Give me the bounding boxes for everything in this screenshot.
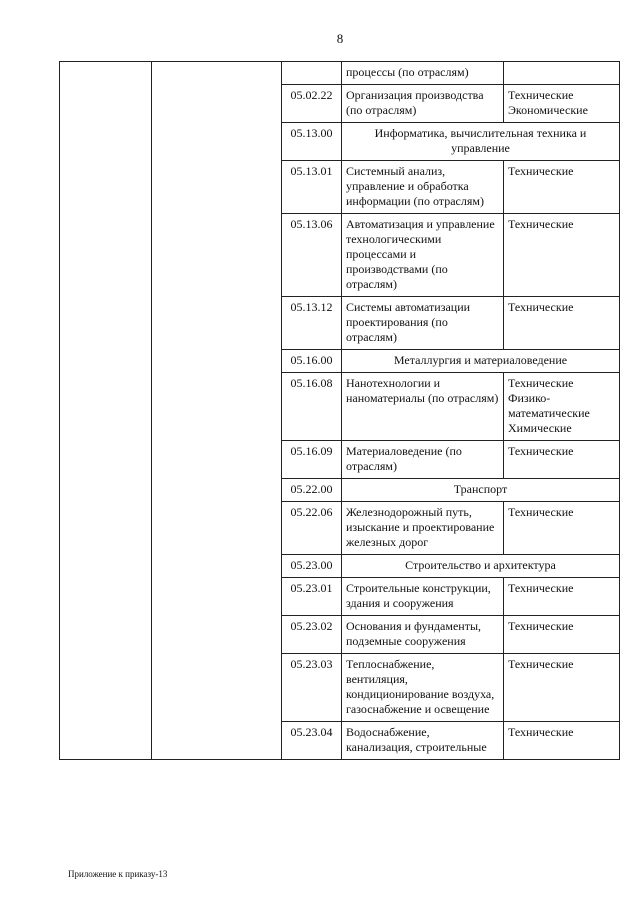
group-code: 05.23.00 bbox=[282, 555, 342, 578]
specialty-code: 05.13.06 bbox=[282, 214, 342, 297]
specialty-name: Водоснабжение, канализация, строительные bbox=[342, 722, 504, 760]
specialty-name: Нанотехнологии и наноматериалы (по отраслям) bbox=[342, 373, 504, 441]
science-branches: Технические bbox=[504, 441, 620, 479]
science-branches: Технические bbox=[504, 616, 620, 654]
specialty-name: Основания и фундаменты, подземные сооружения bbox=[342, 616, 504, 654]
specialty-name: Строительные конструкции, здания и сооружения bbox=[342, 578, 504, 616]
specialty-code: 05.16.08 bbox=[282, 373, 342, 441]
specialty-name: процессы (по отраслям) bbox=[342, 62, 504, 85]
specialty-code: 05.23.03 bbox=[282, 654, 342, 722]
specialty-code: 05.23.02 bbox=[282, 616, 342, 654]
specialty-name: Автоматизация и управление технологическими процессами и производствами (по отраслям) bbox=[342, 214, 504, 297]
table-row bbox=[60, 62, 620, 85]
group-code: 05.16.00 bbox=[282, 350, 342, 373]
specialty-code: 05.16.09 bbox=[282, 441, 342, 479]
science-branches bbox=[504, 62, 620, 85]
specialties-table bbox=[59, 61, 620, 760]
specialty-code: 05.13.01 bbox=[282, 161, 342, 214]
specialty-code: 05.02.22 bbox=[282, 85, 342, 123]
empty-column-2 bbox=[152, 62, 282, 760]
science-branches: Технические bbox=[504, 297, 620, 350]
specialty-code: 05.13.12 bbox=[282, 297, 342, 350]
science-branches: Технические bbox=[504, 161, 620, 214]
specialty-code: 05.23.04 bbox=[282, 722, 342, 760]
science-branches: Технические bbox=[504, 578, 620, 616]
page-number: 8 bbox=[336, 31, 344, 46]
science-branches: Технические Физико-математические Химические bbox=[504, 373, 620, 441]
specialty-name: Теплоснабжение, вентиляция, кондиционирование воздуха, газоснабжение и освещение bbox=[342, 654, 504, 722]
group-name: Строительство и архитектура bbox=[342, 555, 620, 578]
science-branches: Технические bbox=[504, 214, 620, 297]
specialty-code: 05.22.06 bbox=[282, 502, 342, 555]
group-name: Информатика, вычислительная техника и управление bbox=[342, 123, 620, 161]
science-branches: Технические bbox=[504, 502, 620, 555]
empty-column-1 bbox=[60, 62, 152, 760]
specialty-name: Системный анализ, управление и обработка информации (по отраслям) bbox=[342, 161, 504, 214]
specialty-name: Организация производства (по отраслям) bbox=[342, 85, 504, 123]
group-name: Транспорт bbox=[342, 479, 620, 502]
footer-note: Приложение к приказу-13 bbox=[68, 869, 168, 879]
group-name: Металлургия и материаловедение bbox=[342, 350, 620, 373]
group-code: 05.13.00 bbox=[282, 123, 342, 161]
specialty-name: Системы автоматизации проектирования (по отраслям) bbox=[342, 297, 504, 350]
science-branches: Технические bbox=[504, 654, 620, 722]
specialty-name: Железнодорожный путь, изыскание и проектирование железных дорог bbox=[342, 502, 504, 555]
specialty-code bbox=[282, 62, 342, 85]
science-branches: Технические bbox=[504, 722, 620, 760]
science-branches: Технические Экономические bbox=[504, 85, 620, 123]
specialty-code: 05.23.01 bbox=[282, 578, 342, 616]
specialty-name: Материаловедение (по отраслям) bbox=[342, 441, 504, 479]
group-code: 05.22.00 bbox=[282, 479, 342, 502]
